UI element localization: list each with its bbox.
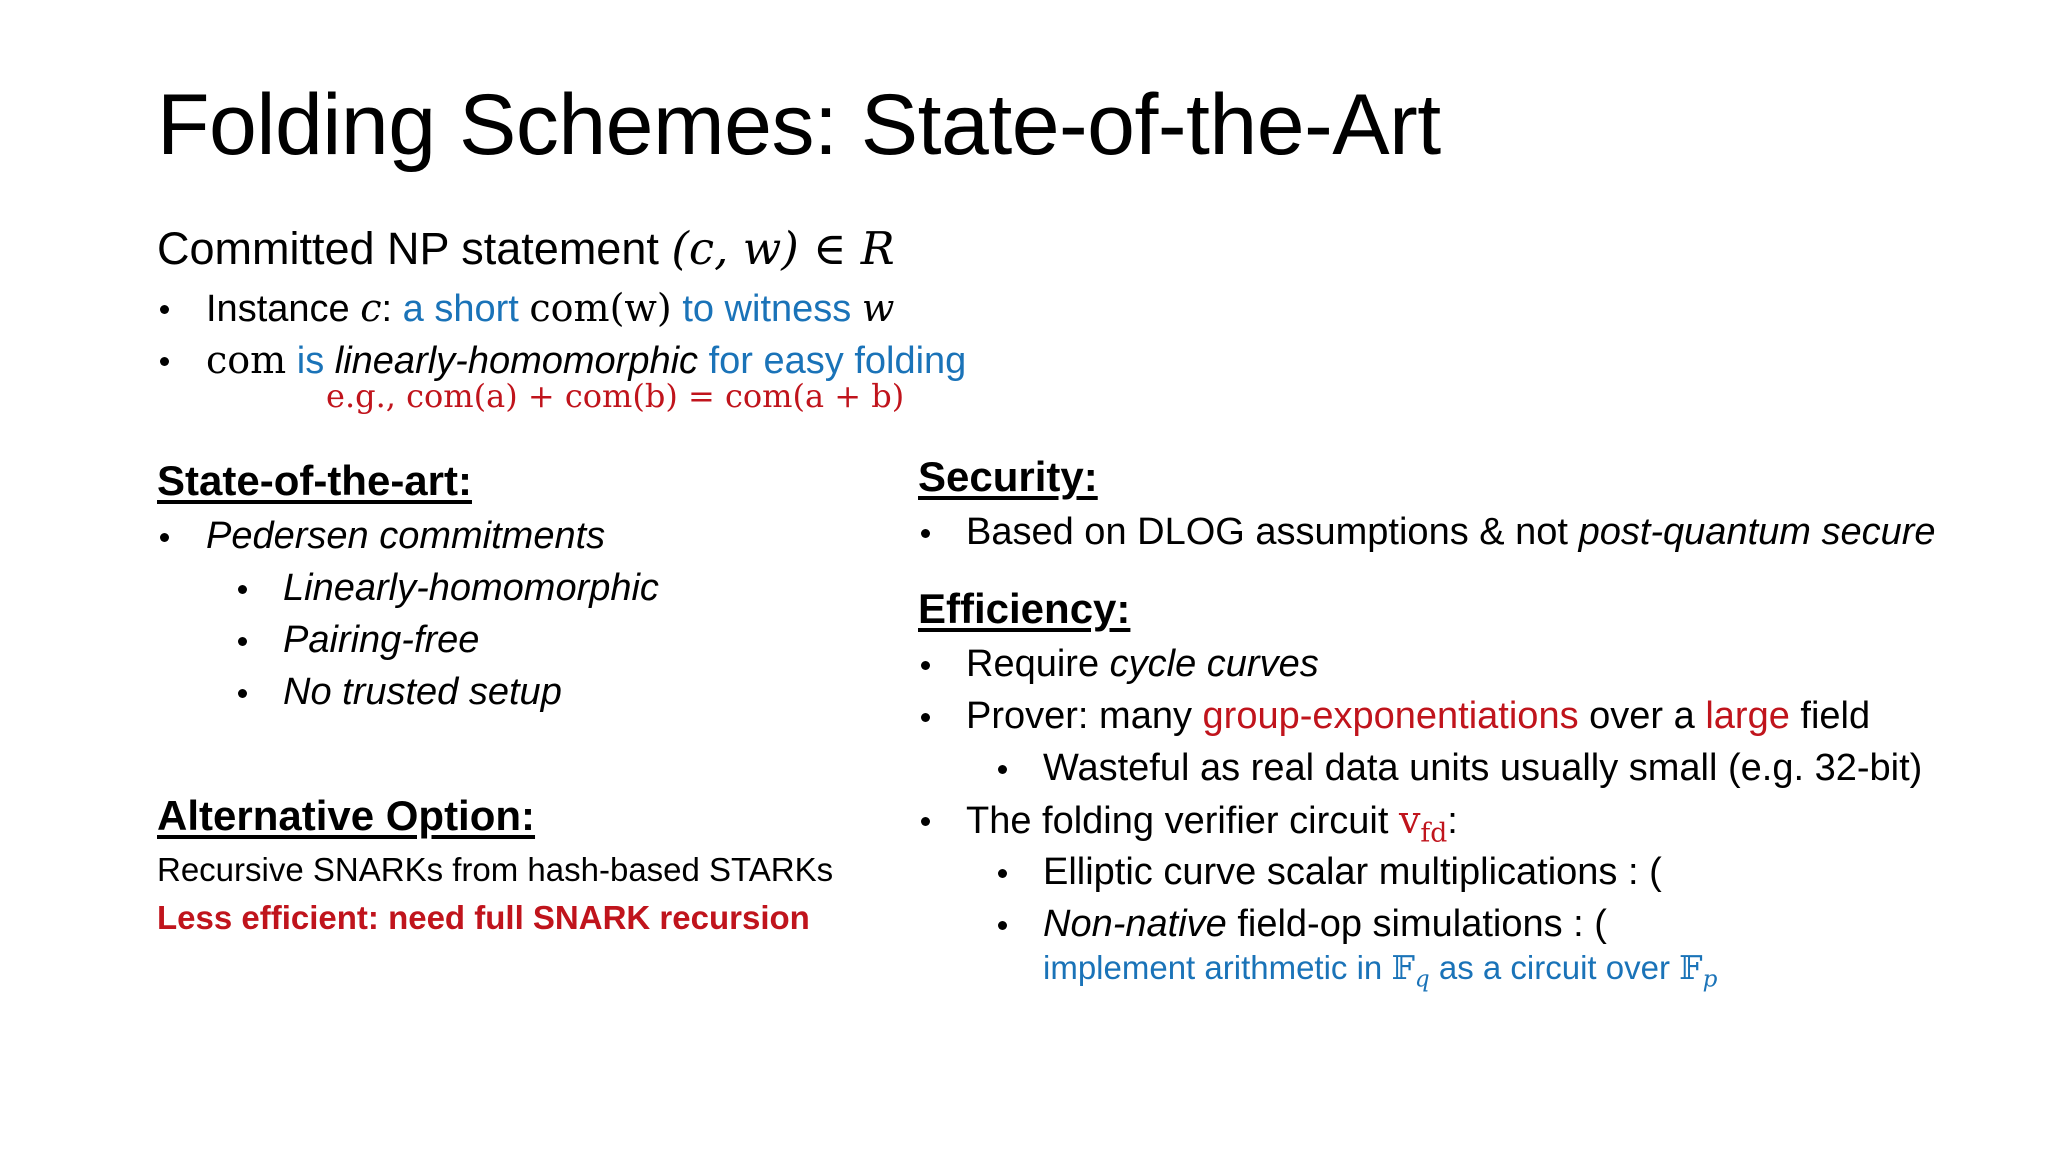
note-a: implement arithmetic in (1043, 949, 1383, 986)
nonnative-note (1043, 948, 1717, 994)
sota-subitem: Pairing-free (283, 619, 480, 661)
com-word: com (206, 338, 287, 382)
instance-colon: : (381, 288, 393, 330)
eff3-plain: The folding verifier circuit (966, 800, 1389, 842)
efficiency-subitem: Elliptic curve scalar multiplications : ( (1043, 851, 1662, 893)
fq-sub: q (1414, 966, 1430, 993)
eff1-italic: cycle curves (1109, 643, 1319, 685)
efficiency-item (966, 798, 1458, 850)
bullet-dot (998, 765, 1007, 774)
sota-subitem: Linearly-homomorphic (283, 567, 659, 609)
efficiency-item (966, 694, 1870, 740)
bullet-dot (921, 817, 930, 826)
fq-symbol: 𝔽 (1391, 948, 1415, 987)
bullet-dot (160, 305, 169, 314)
security-heading: Security: (918, 453, 1098, 500)
statement-label: Committed NP statement (157, 223, 659, 274)
eff2-a: Prover: many (966, 695, 1192, 737)
alt-heading: Alternative Option: (157, 792, 536, 839)
statement-math: (c, w) ∈ R (671, 222, 895, 275)
alt-red-line: Less efficient: need full SNARK recursion (157, 899, 810, 936)
eff2-c: field (1800, 695, 1871, 737)
bullet-dot (238, 637, 247, 646)
com-italic: linearly-homomorphic (334, 340, 699, 382)
eff2-b: over a (1589, 695, 1695, 737)
bullet-dot (238, 689, 247, 698)
vfd-sub: fd (1420, 817, 1448, 849)
eff3-colon: : (1447, 800, 1458, 842)
slide-title: Folding Schemes: State-of-the-Art (157, 77, 1441, 173)
homomorphism-example: e.g., com(a) + com(b) = com(a + b) (326, 377, 905, 415)
bullet-dot (160, 357, 169, 366)
instance-var: c (360, 286, 382, 330)
fp-symbol: 𝔽 (1679, 948, 1703, 987)
instance-com-expr: com(w) (529, 286, 672, 330)
efficiency-subitem: Wasteful as real data units usually small (e.g. 32-bit) (1043, 747, 1923, 789)
sota-item: Pedersen commitments (206, 515, 606, 557)
com-blue-a: is (296, 340, 325, 382)
security-plain: Based on DLOG assumptions & not (966, 511, 1568, 553)
efficiency-heading: Efficiency: (918, 585, 1131, 632)
field-fq (1391, 948, 1430, 993)
eff3-sub2-italic: Non-native (1043, 903, 1227, 945)
bullet-dot (238, 585, 247, 594)
efficiency-item (966, 642, 1319, 688)
instance-blue-a: a short (402, 288, 519, 330)
efficiency-subitem (1043, 902, 1607, 948)
eff2-red2: large (1705, 695, 1790, 737)
bullet-dot (921, 529, 930, 538)
bullet-dot (921, 661, 930, 670)
sota-heading: State-of-the-art: (157, 457, 472, 504)
vfd-symbol (1398, 798, 1448, 849)
instance-blue-b: to witness (682, 288, 852, 330)
bullet-dot (998, 869, 1007, 878)
eff1-plain: Require (966, 643, 1100, 685)
field-fp (1679, 948, 1718, 993)
instance-lead: Instance (206, 288, 350, 330)
fp-sub: p (1702, 966, 1718, 993)
note-b: as a circuit over (1438, 949, 1670, 986)
eff2-red1: group-exponentiations (1202, 695, 1579, 737)
security-item (966, 510, 1936, 556)
security-italic: post-quantum secure (1578, 511, 1936, 553)
bullet-dot (160, 533, 169, 542)
bullet-dot (998, 921, 1007, 930)
com-blue-b: for easy folding (708, 340, 967, 382)
alt-line: Recursive SNARKs from hash-based STARKs (157, 851, 834, 888)
vfd-v: v (1398, 798, 1421, 842)
bullet-dot (921, 713, 930, 722)
sota-subitem: No trusted setup (283, 671, 562, 713)
instance-w: w (861, 286, 895, 330)
instance-bullet (206, 286, 894, 333)
statement-line (157, 222, 895, 276)
eff3-sub2-plain: field-op simulations : ( (1237, 903, 1607, 945)
